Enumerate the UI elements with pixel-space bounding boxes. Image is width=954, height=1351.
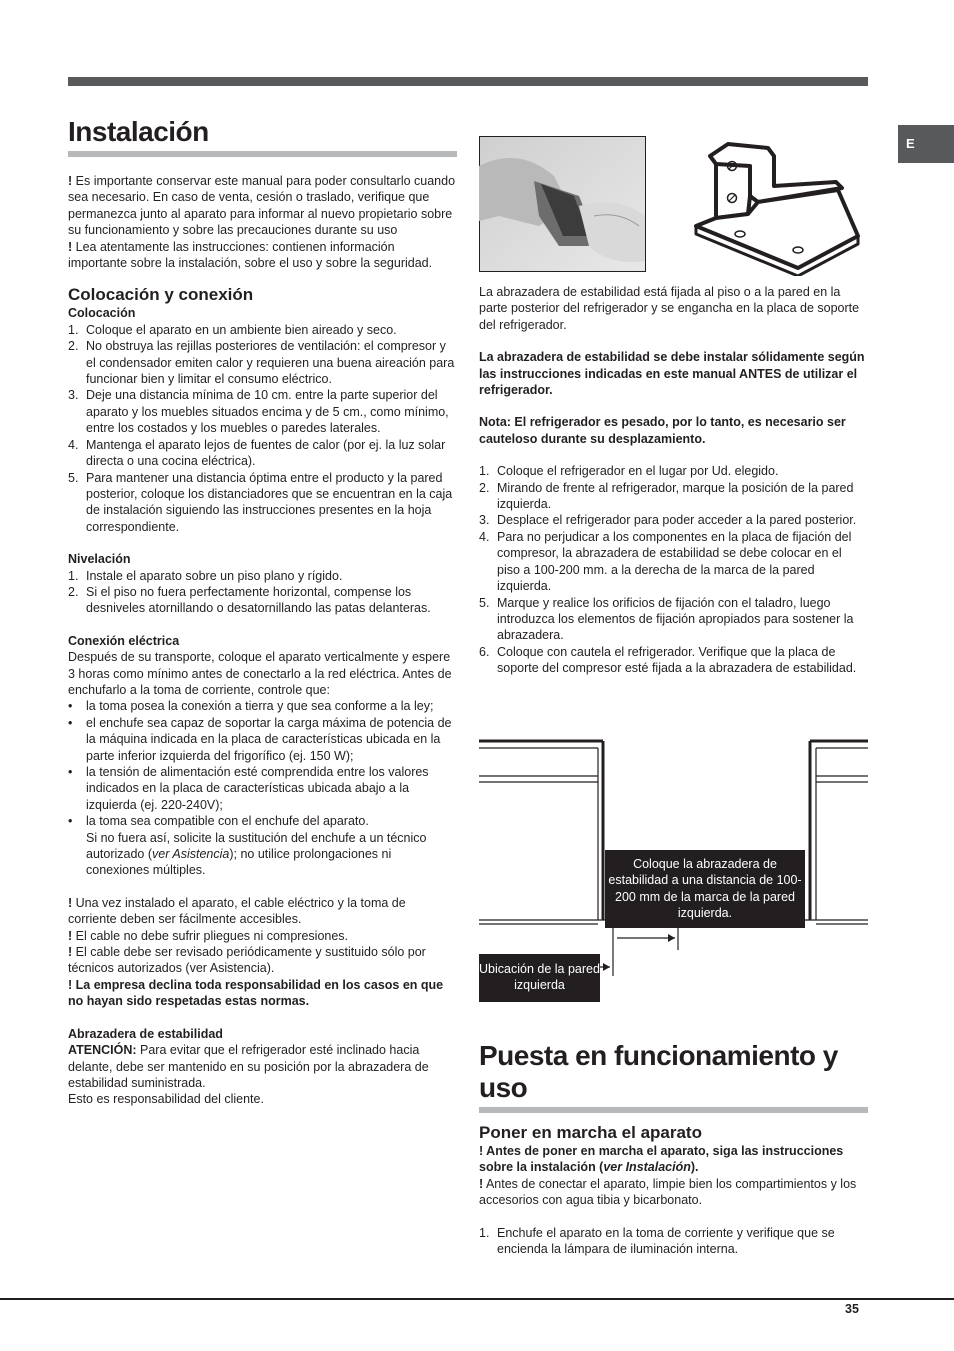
list-item: 4. Mantenga el aparato lejos de fuentes de calor (por ej. la luz solar directa o una cocina eléctrica).: [68, 437, 446, 469]
bracket-instruction: La abrazadera de estabilidad se debe instalar sólidamente según las instrucciones indicadas en este manual ANTES de utilizar el refrigerador.: [479, 350, 865, 398]
bracket-description: La abrazadera de estabilidad está fijada al piso o a la pared en la parte posterior del refrigerador y se engancha en la placa de soporte del refrigerador.: [479, 285, 860, 332]
list-item: 1. Instale el aparato sobre un piso plano y rígido.: [68, 568, 343, 583]
list-item: 2. Mirando de frente al refrigerador, marque la posición de la pared izquierda.: [479, 480, 854, 512]
top-bar: [68, 77, 868, 86]
placement-heading: Colocación y conexión: [68, 285, 254, 305]
list-item: • la toma posea la conexión a tierra y que sea conforme a la ley;: [68, 699, 434, 714]
installation-steps: [479, 463, 868, 676]
list-item: • la tensión de alimentación esté comprendida entre los valores indicados en la placa de características ubicada abajo a la izquierda (ej. 220-240V);: [68, 765, 429, 812]
list-item: 1. Coloque el aparato en un ambiente bien aireado y seco.: [68, 322, 397, 337]
list-item: 4. Para no perjudicar a los componentes en la placa de fijación del compresor, la abrazadera de estabilidad se debe colocar en el piso a 100-200 mm. a la derecha de la marca de la pared izquierda.: [479, 529, 852, 594]
bracket-subheading: Abrazadera de estabilidad: [68, 1026, 223, 1041]
list-item: • la toma sea compatible con el enchufe del aparato.: [68, 814, 369, 829]
list-item: 1. Enchufe el aparato en la toma de corriente y verifique que se encienda la lámpara de iluminación interna.: [479, 1225, 835, 1257]
right-column-text: [479, 284, 868, 677]
responsibility-note: Esto es responsabilidad del cliente.: [68, 1092, 264, 1107]
start-steps: [479, 1225, 868, 1258]
intro-paragraph: ! Es importante conservar este manual para poder consultarlo cuando sea necesario. En caso de venta, cesión o traslado, verifique que permanezca junto al aparato para informar al nuevo propietario sobre su funcionamiento y sobre las precauciones durante su uso: [68, 174, 456, 238]
electric-intro: Después de su transporte, coloque el aparato verticalmente y espere 3 horas como mínimo antes de conectarlo a la red eléctrica. Antes de enchufarlo a la toma de corriente, controle que:: [68, 650, 452, 697]
list-item: 1. Coloque el refrigerador en el lugar por Ud. elegido.: [479, 464, 779, 479]
attention-paragraph: ATENCIÓN: Para evitar que el refrigerador esté inclinado hacia delante, debe ser mantenido en su posición por la abrazadera de estabilidad suministrada.: [68, 1043, 429, 1090]
warning-bold: ! La empresa declina toda responsabilidad en los casos en que no hayan sido respetadas estas normas.: [68, 977, 444, 1009]
leveling-subheading: Nivelación: [68, 552, 131, 567]
list-item: • el enchufe sea capaz de soportar la carga máxima de potencia de la máquina indicada en la placa de características ubicada en la parte inferior izquierda del frigorífico (ej. 150 W);: [68, 715, 452, 763]
electric-subheading: Conexión eléctrica: [68, 633, 180, 648]
bracket-drawing: [688, 136, 868, 276]
start-cleaning: ! Antes de conectar el aparato, limpie bien los compartimientos y los accesorios con agua tibia y bicarbonato.: [479, 1176, 857, 1208]
warnings: [68, 895, 457, 1010]
bracket-photo: [479, 136, 646, 272]
list-item: 2. No obstruya las rejillas posteriores de ventilación: el compresor y el condensador emiten calor y requieren una buena aireación para funcionar bien y limitar el consumo eléctrico.: [68, 339, 455, 387]
warning-paragraph: ! El cable no debe sufrir pliegues ni compresiones.: [68, 928, 349, 943]
footer-rule: [0, 1298, 954, 1300]
placement-list: [68, 322, 457, 535]
startup-section: [479, 1040, 868, 1257]
warning-paragraph: ! Una vez instalado el aparato, el cable eléctrico y la toma de corriente deben ser fácilmente accesibles.: [68, 895, 406, 927]
start-instruction: ! Antes de poner en marcha el aparato, siga las instrucciones sobre la instalación (ver Instalación).: [479, 1144, 844, 1175]
list-item: 5. Marque y realice los orificios de fijación con el taladro, luego introduzca los elementos de fijación apropiados para sostener la abrazadera.: [479, 595, 854, 643]
list-item: 5. Para mantener una distancia óptima entre el producto y la pared posterior, coloque los distanciadores que se encuentran en la caja de instalación siguiendo las instrucciones presentes en la hoja correspondiente.: [68, 470, 453, 534]
page-number: 35: [845, 1302, 859, 1316]
electric-list: [68, 698, 457, 829]
page-title: Instalación: [68, 116, 209, 147]
distance-callout: Coloque la abrazadera de estabilidad a una distancia de 100-200 mm de la marca de la pared izquierda.: [605, 850, 805, 928]
list-item: 2. Si el piso no fuera perfectamente horizontal, compense los desniveles atornillando o desatornillando las patas delanteras.: [68, 584, 431, 616]
start-heading: Poner en marcha el aparato: [479, 1123, 702, 1142]
placement-diagram: [479, 738, 868, 1006]
placement-subheading: Colocación: [68, 306, 136, 321]
leveling-list: [68, 568, 457, 617]
language-tab: E: [898, 125, 954, 163]
warning-paragraph: ! El cable debe ser revisado periódicamente y sustituido sólo por técnicos autorizados (ver Asistencia).: [68, 945, 426, 976]
wall-callout: Ubicación de la pared izquierda: [479, 954, 600, 1002]
list-item: 6. Coloque con cautela el refrigerador. Verifique que la placa de soporte del compresor esté fijada a la abrazadera de estabilidad.: [479, 644, 857, 676]
intro: [68, 173, 457, 271]
left-column: [68, 116, 457, 1108]
electric-extra: Si no fuera así, solicite la sustitución del enchufe a un técnico autorizado (ver Asistencia); no utilice prolongaciones ni conexiones múltiples.: [86, 830, 427, 878]
list-item: 3. Deje una distancia mínima de 10 cm. entre la parte superior del aparato y los muebles situados encima y de 5 cm., como mínimo, entre los costados y los muebles o paredes laterales.: [68, 388, 449, 436]
list-item: 3. Desplace el refrigerador para poder acceder a la pared posterior.: [479, 513, 857, 528]
intro-paragraph: ! Lea atentamente las instrucciones: contienen información importante sobre la instalación, sobre el uso y sobre la seguridad.: [68, 239, 433, 271]
weight-note: Nota: El refrigerador es pesado, por lo tanto, es necesario ser cauteloso durante su desplazamiento.: [479, 415, 846, 446]
section-title: Puesta en funcionamiento y uso: [479, 1040, 838, 1103]
